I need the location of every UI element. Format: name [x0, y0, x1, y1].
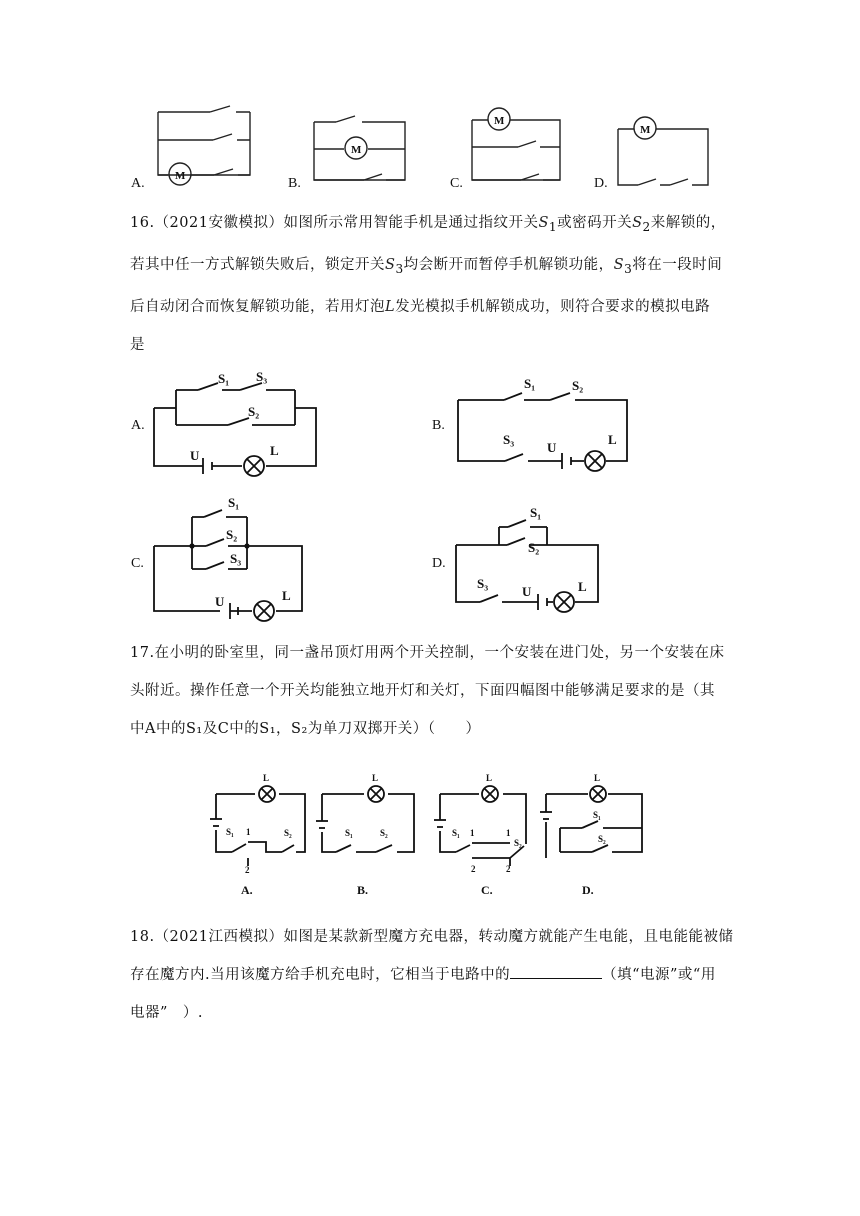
- q18-line-3: 电器” ）.: [130, 1005, 204, 1021]
- svg-text:S₂: S₂: [572, 378, 584, 393]
- svg-text:S₁: S₁: [593, 810, 601, 820]
- q15-option-d: D.: [594, 176, 608, 191]
- svg-text:S₃: S₃: [256, 369, 268, 384]
- svg-text:S₂: S₂: [380, 828, 388, 838]
- svg-text:S₂: S₂: [248, 404, 260, 419]
- q17-d: [540, 773, 642, 897]
- svg-text:M: M: [175, 170, 186, 182]
- svg-text:S₁: S₁: [218, 371, 230, 386]
- q17-option-c: C.: [481, 883, 493, 897]
- q16-option-d: D.: [432, 556, 446, 571]
- q17-line-3: 中A中的S₁及C中的S₁，S₂为单刀双掷开关）（ ）: [130, 721, 481, 737]
- svg-text:S₂: S₂: [598, 834, 606, 844]
- svg-text:S₃: S₃: [503, 432, 515, 447]
- q17-a: [210, 773, 305, 897]
- svg-text:M: M: [494, 115, 505, 127]
- svg-text:S₂: S₂: [514, 838, 522, 848]
- svg-text:2: 2: [506, 864, 511, 874]
- q15-option-b: B.: [288, 176, 301, 191]
- svg-text:L: L: [486, 773, 493, 783]
- q18-text: [130, 918, 734, 1032]
- q16-option-a: A.: [131, 418, 145, 433]
- q17-line-1: 17.在小明的卧室里，同一盏吊顶灯用两个开关控制，一个安装在进门处，另一个安装在床: [130, 645, 725, 661]
- q17-option-d: D.: [582, 883, 594, 897]
- svg-text:L: L: [578, 579, 587, 594]
- q18-line-1: 18.（2021江西模拟）如图是某款新型魔方充电器，转动魔方就能产生电能，且电能能被储: [130, 929, 734, 945]
- svg-text:S₁: S₁: [452, 828, 460, 838]
- svg-text:S₁: S₁: [345, 828, 353, 838]
- q17-line-2: 头附近。操作任意一个开关均能独立地开灯和关灯，下面四幅图中能够满足要求的是（其: [130, 683, 715, 699]
- svg-text:M: M: [640, 124, 651, 136]
- q16-line-2: 若其中任一方式解锁失败后，锁定开关$S_3$均会断开而暂停手机解锁功能，$S_3$将在一段时间: [130, 256, 723, 276]
- q16-line-3: 后自动闭合而恢复解锁功能，若用灯泡L发光模拟手机解锁成功，则符合要求的模拟电路: [130, 298, 711, 315]
- svg-text:1: 1: [506, 828, 511, 838]
- svg-text:2: 2: [245, 865, 250, 875]
- svg-text:1: 1: [246, 827, 251, 837]
- q18-answer-blank[interactable]: [510, 964, 602, 979]
- svg-text:L: L: [270, 443, 279, 458]
- svg-text:L: L: [608, 432, 617, 447]
- q17-b: [316, 773, 414, 897]
- q16-line-1: 16.（2021安徽模拟）如图所示常用智能手机是通过指纹开关$S_1$或密码开关$S_2$来解锁的，: [130, 215, 726, 234]
- svg-text:2: 2: [471, 864, 476, 874]
- svg-text:U: U: [522, 584, 532, 599]
- q16-line-4: 是: [130, 336, 145, 353]
- q16-option-b: B.: [432, 418, 445, 433]
- q17-c: [434, 773, 526, 897]
- svg-text:S₃: S₃: [477, 576, 489, 591]
- q18-line-2: 存在魔方内.当用该魔方给手机充电时，它相当于电路中的 （填“电源”或“用: [130, 956, 730, 994]
- svg-text:L: L: [594, 773, 601, 783]
- q16-option-c: C.: [131, 556, 144, 571]
- q15-option-c: C.: [450, 176, 463, 191]
- svg-text:1: 1: [470, 828, 475, 838]
- svg-text:S₂: S₂: [528, 540, 540, 555]
- svg-text:S₁: S₁: [226, 827, 234, 837]
- svg-text:S₁: S₁: [524, 376, 536, 391]
- svg-text:S₁: S₁: [530, 505, 542, 520]
- svg-text:L: L: [282, 588, 291, 603]
- svg-text:M: M: [351, 144, 362, 156]
- svg-text:U: U: [190, 448, 200, 463]
- svg-text:U: U: [215, 594, 225, 609]
- q17-option-a: A.: [241, 883, 253, 897]
- svg-text:S₁: S₁: [228, 495, 240, 510]
- svg-text:U: U: [547, 440, 557, 455]
- svg-text:L: L: [372, 773, 379, 783]
- svg-text:S₃: S₃: [230, 551, 242, 566]
- q17-option-b: B.: [357, 883, 369, 897]
- svg-text:S₂: S₂: [284, 828, 292, 838]
- svg-text:L: L: [263, 773, 270, 783]
- q15-option-a: A.: [131, 176, 145, 191]
- svg-text:S₂: S₂: [226, 527, 238, 542]
